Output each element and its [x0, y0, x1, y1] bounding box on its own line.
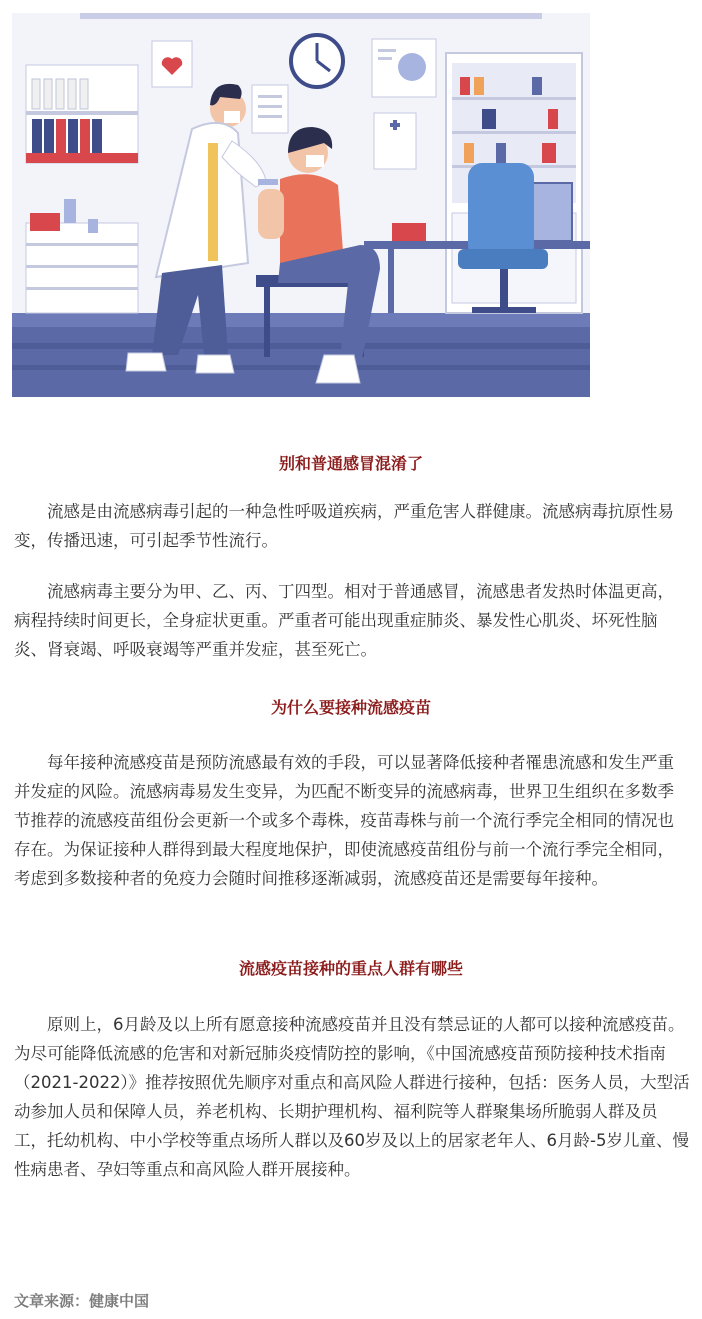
article-source: 文章来源：健康中国	[14, 1292, 150, 1310]
paragraph: 每年接种流感疫苗是预防流感最有效的手段，可以显著降低接种者罹患流感和发生严重并发症的风险。流感病毒易发生变异，为匹配不断变异的流感病毒，世界卫生组织在多数季节推荐的流感疫苗组份会更新一个或多个毒株，疫苗毒株与前一个流行季完全相同的情况也存在。为保证接种人群得到最大程度地保护，即使流感疫苗组份与前一个流行季完全相同，考虑到多数接种者的免疫力会随时间推移逐渐减弱，流感疫苗还是需要每年接种。	[14, 753, 674, 888]
clock-icon	[291, 35, 343, 87]
medicine-shelf	[26, 65, 138, 163]
paragraph: 流感病毒主要分为甲、乙、丙、丁四型。相对于普通感冒，流感患者发热时体温更高，病程持续时间更长，全身症状更重。严重者可能出现重症肺炎、暴发性心肌炎、坏死性脑炎、肾衰竭、呼吸衰竭等严重并发症，甚至死亡。	[14, 582, 674, 659]
section-heading: 别和普通感冒混淆了	[278, 454, 423, 473]
section-heading: 流感疫苗接种的重点人群有哪些	[238, 959, 463, 978]
section-heading: 为什么要接种流感疫苗	[270, 698, 431, 717]
paragraph: 原则上，6月龄及以上所有愿意接种流感疫苗并且没有禁忌证的人都可以接种流感疫苗。为尽可能降低流感的危害和对新冠肺炎疫情防控的影响，《中国流感疫苗预防接种技术指南（2021-2022）》推荐按照优先顺序对重点和高风险人群进行接种，包括：医务人员，大型活动参加人员和保障人员，养老机构、长期护理机构、福利院等人群聚集场所脆弱人群及员工，托幼机构、中小学校等重点场所人群以及60岁及以上的居家老年人、6月龄-5岁儿童、慢性病患者、孕妇等重点和高风险人群开展接种。	[14, 1015, 690, 1179]
hero-illustration	[12, 13, 590, 397]
paragraph: 流感是由流感病毒引起的一种急性呼吸道疾病，严重危害人群健康。流感病毒抗原性易变，传播迅速，可引起季节性流行。	[14, 502, 674, 550]
